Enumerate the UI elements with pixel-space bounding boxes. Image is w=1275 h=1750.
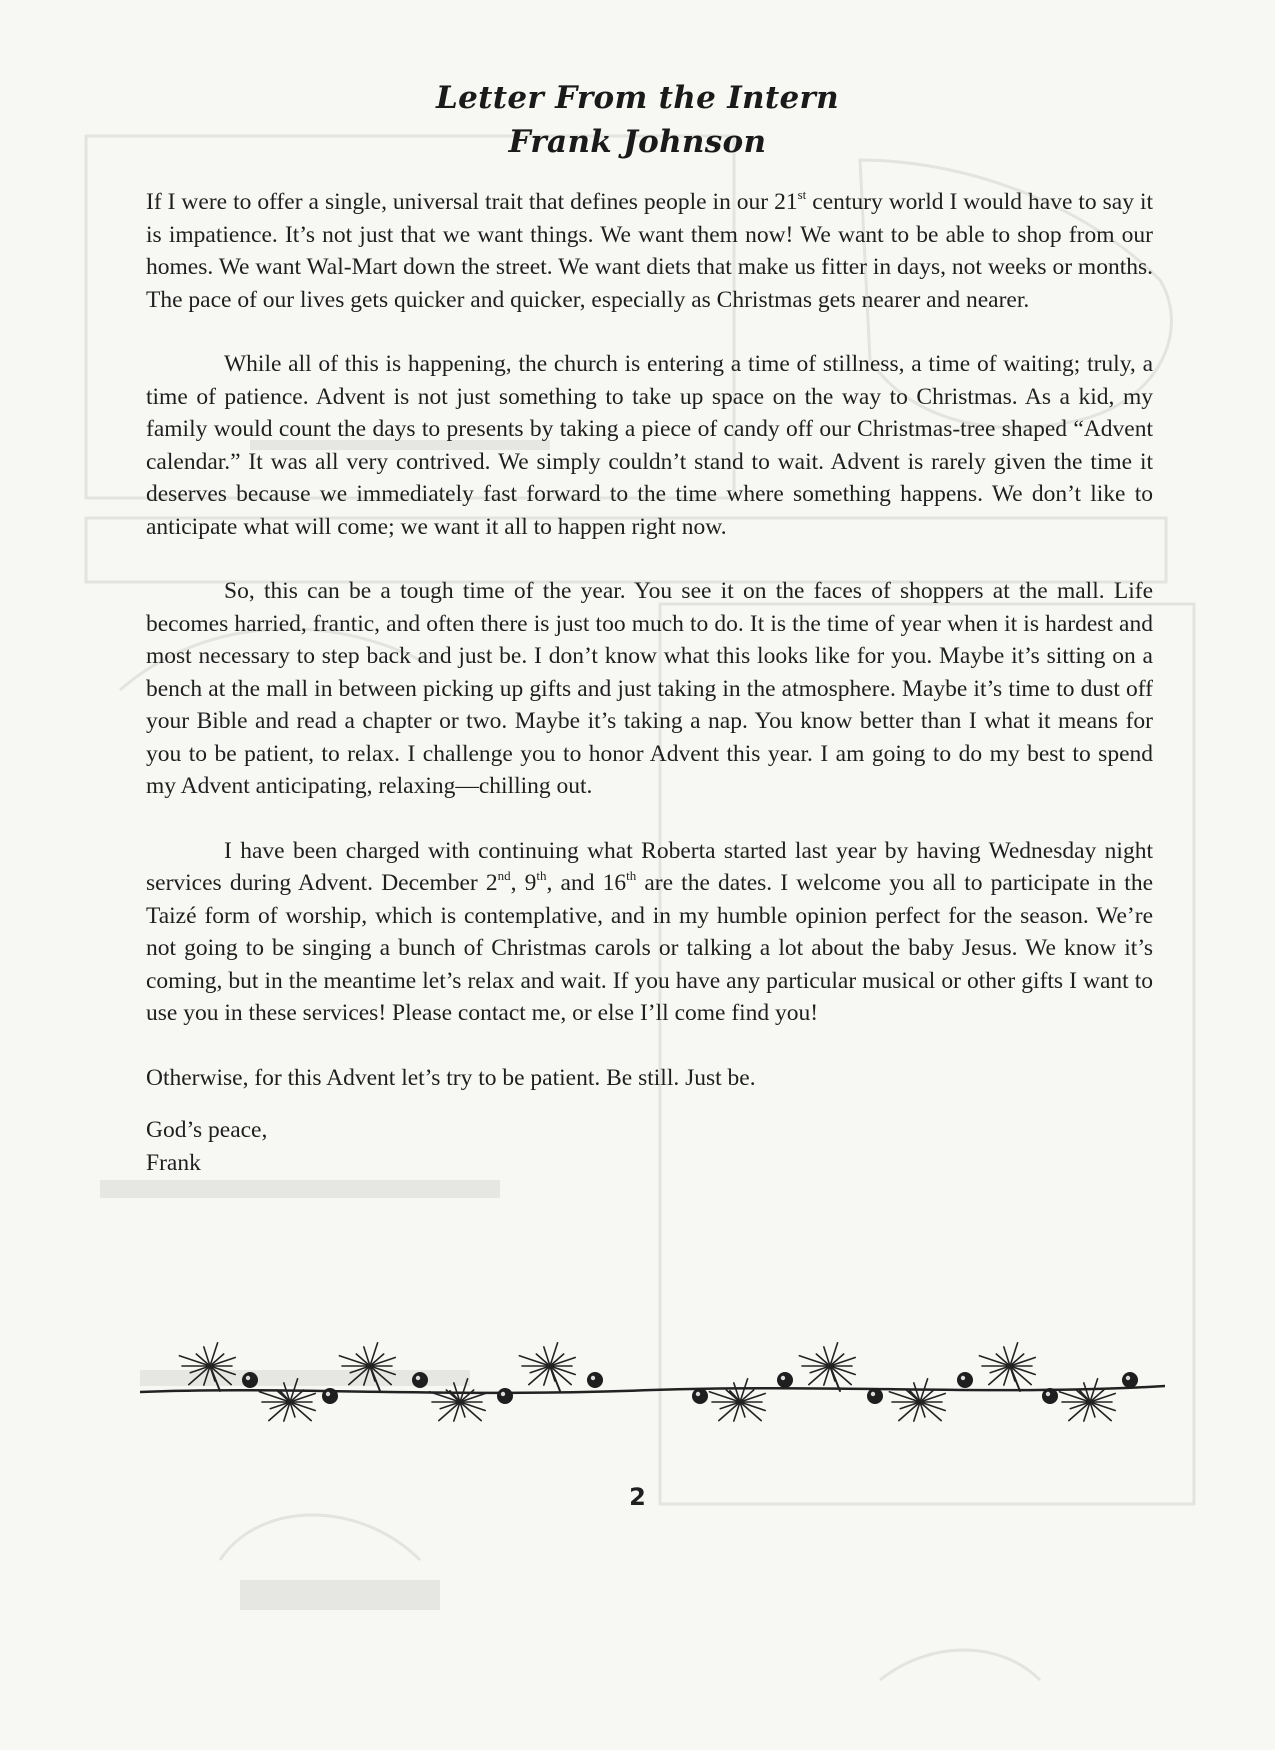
paragraph-5 xyxy=(146,1062,1153,1095)
paragraph-3 xyxy=(146,575,1153,803)
pine-garland-divider xyxy=(140,1336,1165,1426)
ordinal-suffix: nd xyxy=(497,868,511,883)
ordinal-suffix: th xyxy=(536,868,547,883)
paragraph-1 xyxy=(146,186,1153,316)
text-run: , 9 xyxy=(510,870,537,896)
page-number: 2 xyxy=(629,1483,646,1511)
paragraph-4 xyxy=(146,835,1153,1030)
signature: Frank xyxy=(146,1149,201,1176)
ordinal-suffix: st xyxy=(797,187,807,202)
text-run: So, this can be a tough time of the year. You see it on the faces of shoppers at the mall. Life becomes harried, frantic, and often there is just too much to do. It is the time of year when it is hardest and most necessary to step back and just be. I don’t know what this looks like for you. Maybe it’s sitting on a bench at the mall in between picking up gifts and just taking in the atmosphere. Maybe it’s time to dust off your Bible and read a chapter or two. Maybe it’s taking a nap. You know better than I what it means for you to be patient, to relax. I challenge you to honor Advent this year. I am going to do my best to spend my Advent anticipating, relaxing—chilling out. xyxy=(146,578,1153,799)
text-run: While all of this is happening, the church is entering a time of stillness, a time of waiting; truly, a time of patience. Advent is not just something to take up space on the way to Christmas. As a kid, my family would count the days to presents by taking a piece of candy off our Christmas-tree shaped “Advent calendar.” It was all very contrived. We simply couldn’t stand to wait. Advent is rarely given the time it deserves because we immediately fast forward to the time where something happens. We don’t like to anticipate what will come; we want it all to happen right now. xyxy=(146,351,1153,540)
text-run: Otherwise, for this Advent let’s try to be patient. Be still. Just be. xyxy=(146,1064,756,1091)
closing-salutation: God’s peace, xyxy=(146,1117,268,1143)
ordinal-suffix: th xyxy=(626,868,637,883)
letter-title: Letter From the Intern xyxy=(435,80,839,116)
letter-body xyxy=(146,186,1153,1179)
text-run: century world I would have to say it is impatience. It’s not just that we want things. We want them now! We want to be able to shop from our homes. We want Wal-Mart down the street. We want diets that make us fitter in days, not weeks or months. The pace of our lives gets quicker and quicker, especially as Christmas gets nearer and nearer. xyxy=(146,189,1153,313)
text-run: , and 16 xyxy=(546,870,627,896)
text-run: If I were to offer a single, universal trait that defines people in our 21 xyxy=(146,189,798,215)
author-name: Frank Johnson xyxy=(508,124,767,160)
letter-header xyxy=(0,76,1275,164)
text-run: I have been charged with continuing what Roberta started last year by having Wednesday night services during Advent. December 2 xyxy=(146,837,1153,896)
paragraph-2 xyxy=(146,348,1153,543)
text-run: are the dates. I welcome you all to participate in the Taizé form of worship, which is contemplative, and in my humble opinion perfect for the season. We’re not going to be singing a bunch of Christmas carols or talking a lot about the baby Jesus. We know it’s coming, but in the meantime let’s relax and wait. If you have any particular musical or other gifts I want to use you in these services! Please contact me, or else I’ll come find you! xyxy=(146,870,1154,1026)
